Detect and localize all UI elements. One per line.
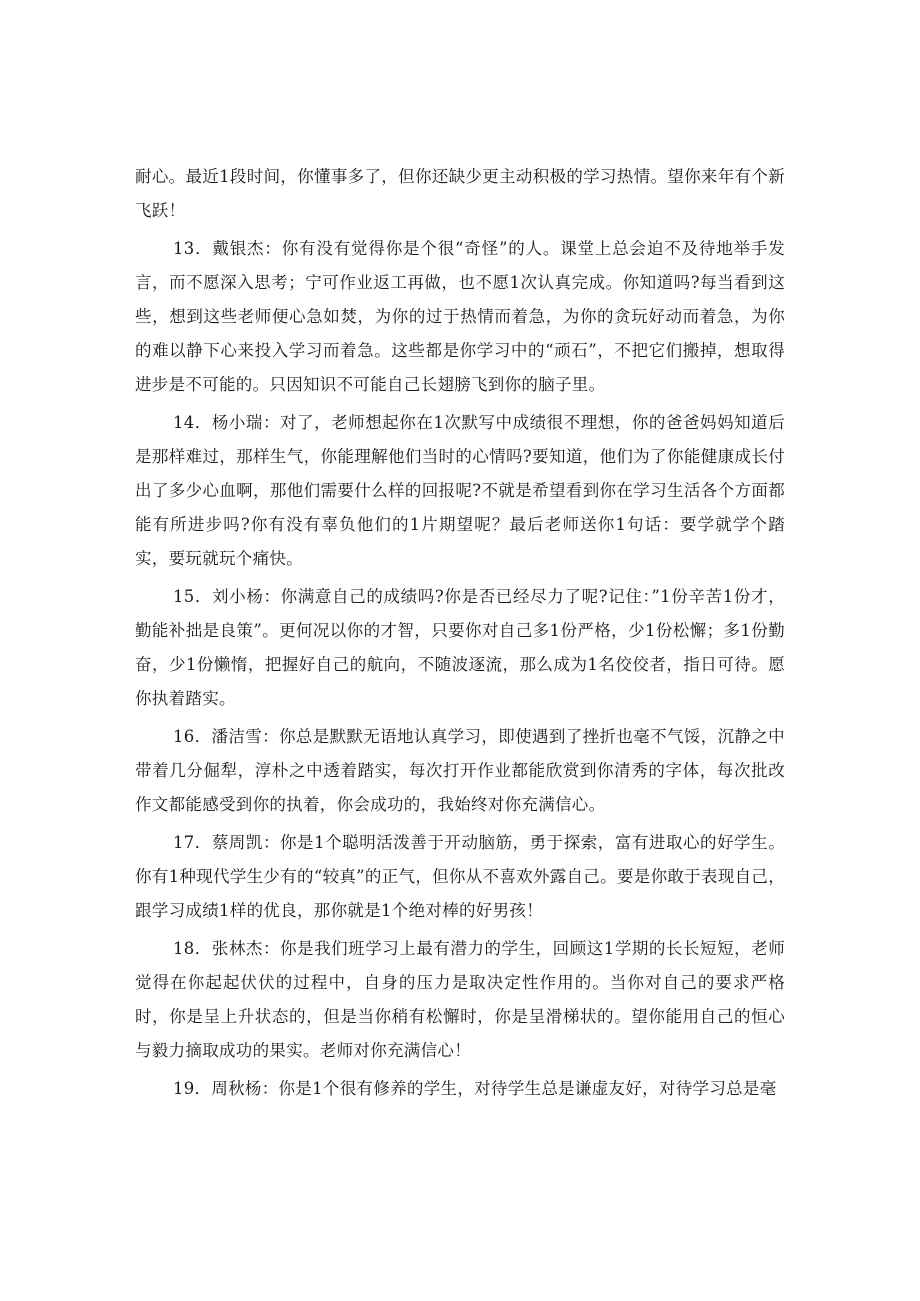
paragraph-comment-15: 15．刘小杨：你满意自己的成绩吗?你是否已经尽力了呢?记住：”1份辛苦1份才，勤能补拙是良策”。更何况以你的才智，只要你对自己多1份严格，少1份松懈；多1份勤奋，少1份懒惰，把握好自己的航向，不随波逐流，那么成为1名佼佼者，指日可待。愿你执着踏实。 bbox=[135, 587, 785, 708]
paragraph-continued: 耐心。最近1段时间，你懂事多了，但你还缺少更主动积极的学习热情。望你来年有个新飞跃！ bbox=[135, 167, 785, 220]
paragraph-comment-16: 16．潘洁雪：你总是默默无语地认真学习，即使遇到了挫折也毫不气馁，沉静之中带着几分倔犁，淳朴之中透着踏实，每次打开作业都能欣赏到你清秀的字体，每次批改作文都能感受到你的执着，你会成功的，我始终对你充满信心。 bbox=[135, 727, 785, 814]
paragraph-comment-17: 17．蔡周凯：你是1个聪明活泼善于开动脑筋，勇于探索，富有进取心的好学生。你有1种现代学生少有的“较真”的正气，但你从不喜欢外露自己。要是你敢于表现自己，跟学习成绩1样的优良，那你就是1个绝对棒的好男孩！ bbox=[135, 833, 785, 920]
paragraph-comment-13: 13．戴银杰：你有没有觉得你是个很“奇怪”的人。课堂上总会迫不及待地举手发言，而不愿深入思考；宁可作业返工再做，也不愿1次认真完成。你知道吗?每当看到这些，想到这些老师便心急如焚，为你的过于热情而着急，为你的贪玩好动而着急，为你的难以静下心来投入学习而着急。这些都是你学习中的“顽石”，不把它们搬掉，想取得进步是不可能的。只因知识不可能自己长翅膀飞到你的脑子里。 bbox=[135, 239, 785, 394]
paragraph-comment-19: 19．周秋杨：你是1个很有修养的学生，对待学生总是谦虚友好，对待学习总是毫 bbox=[172, 1079, 777, 1098]
paragraph-comment-18: 18．张林杰：你是我们班学习上最有潜力的学生，回顾这1学期的长长短短，老师觉得在你起起伏伏的过程中，自身的压力是取决定性作用的。当你对自己的要求严格时，你是呈上升状态的，但是当你稍有松懈时，你是呈滑梯状的。望你能用自己的恒心与毅力摘取成功的果实。老师对你充满信心！ bbox=[135, 939, 785, 1060]
document-page bbox=[135, 160, 785, 1110]
paragraph-comment-14: 14．杨小瑞：对了，老师想起你在1次默写中成绩很不理想，你的爸爸妈妈知道后是那样难过，那样生气，你能理解他们当时的心情吗?要知道，他们为了你能健康成长付出了多少心血啊，那他们需要什么样的回报呢?不就是希望看到你在学习生活各个方面都能有所进步吗?你有没有辜负他们的1片期望呢？最后老师送你1句话：要学就学个踏实，要玩就玩个痛快。 bbox=[135, 413, 785, 568]
